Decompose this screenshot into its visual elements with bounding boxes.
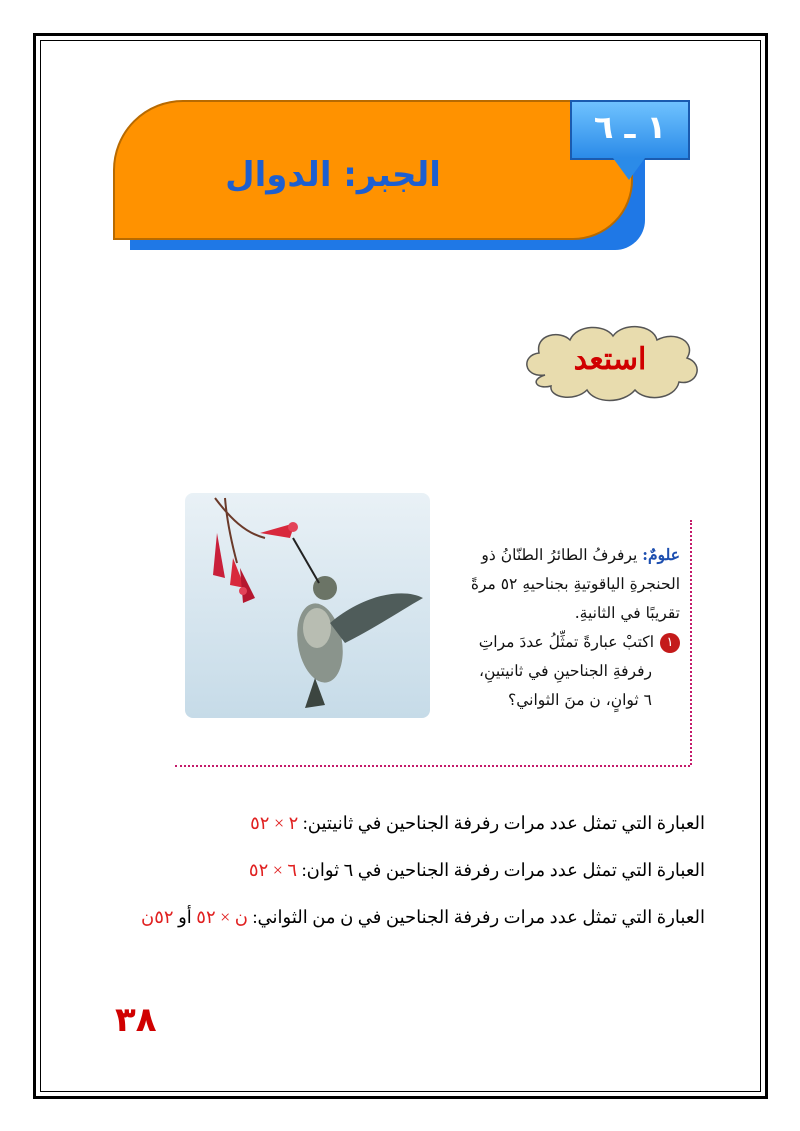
answer-line-2: العبارة التي تمثل عدد مرات رفرفة الجناحين في ٦ ثوان: ٦ × ٥٢ <box>248 860 705 880</box>
lesson-number: ١ ـ ٦ <box>593 108 667 146</box>
answer-line-3: العبارة التي تمثل عدد مرات رفرفة الجناحين في ن من الثواني: ن × ٥٢ أو ٥٢ن <box>141 907 705 927</box>
question-line-1: ١اكتبْ عبارةً تمثِّلُ عددَ مراتِ <box>440 628 680 657</box>
subject-label: علومٌ: <box>642 545 680 564</box>
problem-line-3: تقريبًا في الثانيةِ. <box>574 604 680 622</box>
hummingbird-photo <box>185 493 430 718</box>
answer-expression: ٦ × ٥٢ <box>248 860 298 880</box>
number-circle-icon: ١ <box>660 633 680 653</box>
answer-expression: ٢ × ٥٢ <box>250 813 299 833</box>
section-label: استعد <box>573 342 647 377</box>
problem-border-right <box>690 520 692 765</box>
page-number: ٣٨ <box>115 1000 157 1040</box>
answer-expression: ن × ٥٢ <box>196 907 248 927</box>
question-line-3: ٦ ثوانٍ، ن منَ الثواني؟ <box>507 691 652 709</box>
answer-line-1: العبارة التي تمثل عدد مرات رفرفة الجناحين في ثانيتين: ٢ × ٥٢ <box>250 813 705 833</box>
answer-connector: أو <box>178 907 192 927</box>
problem-box <box>440 540 680 715</box>
lesson-title: الجبر: الدوال <box>225 155 441 195</box>
answer-expression-alt: ٥٢ن <box>141 907 174 927</box>
lesson-number-tag-tip <box>613 158 645 180</box>
problem-line-1: علومٌ: يرفرفُ الطائرُ الطنّانُ ذو <box>481 545 680 564</box>
problem-border-bottom <box>175 765 690 767</box>
question-line-2: رفرفةِ الجناحينِ في ثانيتينِ، <box>479 662 652 680</box>
problem-line-2: الحنجرةِ الياقوتيةِ بجناحيهِ ٥٢ مرةً <box>470 575 680 593</box>
answers <box>90 808 705 949</box>
